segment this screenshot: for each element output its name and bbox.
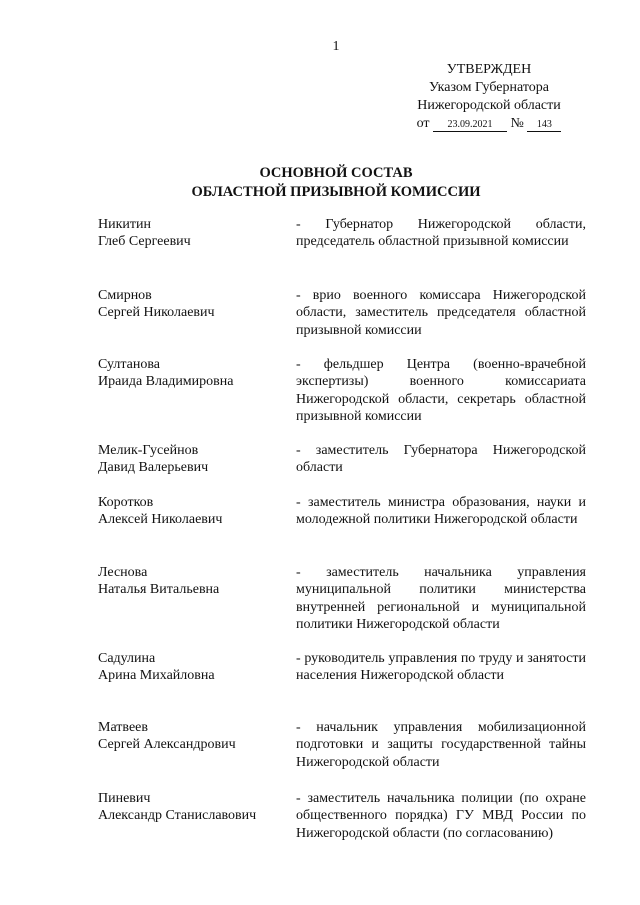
member-given-names: Сергей Александрович [98, 737, 236, 753]
member-name [98, 790, 288, 825]
member-given-names: Наталья Витальевна [98, 582, 220, 598]
member-name [98, 216, 288, 251]
member-name [98, 442, 288, 477]
member-surname: Султанова [98, 357, 160, 372]
member-surname: Леснова [98, 565, 148, 580]
member-given-names: Александр Станиславович [98, 808, 257, 824]
member-given-names: Сергей Николаевич [98, 305, 215, 321]
member-position: - заместитель министра образования, науки и молодежной политики Нижегородской области [296, 495, 586, 528]
member-name [98, 564, 288, 599]
member-entry [98, 442, 588, 477]
member-position: - руководитель управления по труду и занятости населения Нижегородской области [296, 651, 586, 684]
member-entry [98, 719, 588, 771]
member-entry [98, 356, 588, 426]
member-position: - врио военного комиссара Нижегородской области, заместитель председателя областной призывной комиссии [296, 288, 586, 338]
member-surname: Коротков [98, 495, 154, 510]
member-surname: Мелик-Гусейнов [98, 443, 199, 458]
member-surname: Никитин [98, 217, 151, 232]
member-entry [98, 650, 588, 685]
approval-stamp [405, 61, 573, 133]
member-position: - фельдшер Центра (военно-врачебной экспертизы) военного комиссариата Нижегородской области, секретарь областной призывной комиссии [296, 357, 586, 425]
member-given-names: Глеб Сергеевич [98, 234, 191, 250]
approval-number-sign: № [510, 116, 524, 131]
member-surname: Пиневич [98, 791, 151, 806]
member-position: - начальник управления мобилизационной подготовки и защиты государственной тайны Нижегородской области [296, 720, 586, 770]
approval-heading: УТВЕРЖДЕН [446, 62, 532, 77]
member-position: - заместитель начальника полиции (по охране общественного порядка) ГУ МВД России по Нижегородской области (по согласованию) [296, 791, 586, 841]
approval-date-prefix: от [416, 116, 430, 131]
member-entry [98, 287, 588, 339]
title-line-2: ОБЛАСТНОЙ ПРИЗЫВНОЙ КОМИССИИ [191, 184, 481, 200]
member-position: - заместитель начальника управления муниципальной политики министерства внутренней региональной и муниципальной политики Нижегородской области [296, 565, 586, 633]
member-given-names: Ираида Владимировна [98, 374, 234, 390]
member-entry [98, 564, 588, 634]
member-name [98, 494, 288, 529]
member-given-names: Давид Валерьевич [98, 460, 209, 476]
approval-region: Нижегородской области [417, 98, 561, 113]
member-given-names: Алексей Николаевич [98, 512, 223, 528]
member-name [98, 719, 288, 754]
member-entry [98, 216, 588, 251]
member-position: - Губернатор Нижегородской области, председатель областной призывной комиссии [296, 217, 586, 250]
member-entry [98, 790, 588, 842]
approval-date: 23.09.2021 [433, 119, 507, 132]
member-name [98, 650, 288, 685]
approval-authority: Указом Губернатора [428, 80, 550, 95]
title-line-1: ОСНОВНОЙ СОСТАВ [259, 165, 413, 181]
member-position: - заместитель Губернатора Нижегородской области [296, 443, 586, 476]
approval-number: 143 [527, 119, 561, 132]
member-name [98, 287, 288, 322]
member-surname: Смирнов [98, 288, 152, 303]
page-number: 1 [332, 39, 340, 54]
member-surname: Матвеев [98, 720, 148, 735]
member-name [98, 356, 288, 391]
approval-date-line [405, 115, 573, 133]
member-surname: Садулина [98, 651, 156, 666]
member-given-names: Арина Михайловна [98, 668, 215, 684]
document-title [0, 164, 640, 202]
member-entry [98, 494, 588, 529]
